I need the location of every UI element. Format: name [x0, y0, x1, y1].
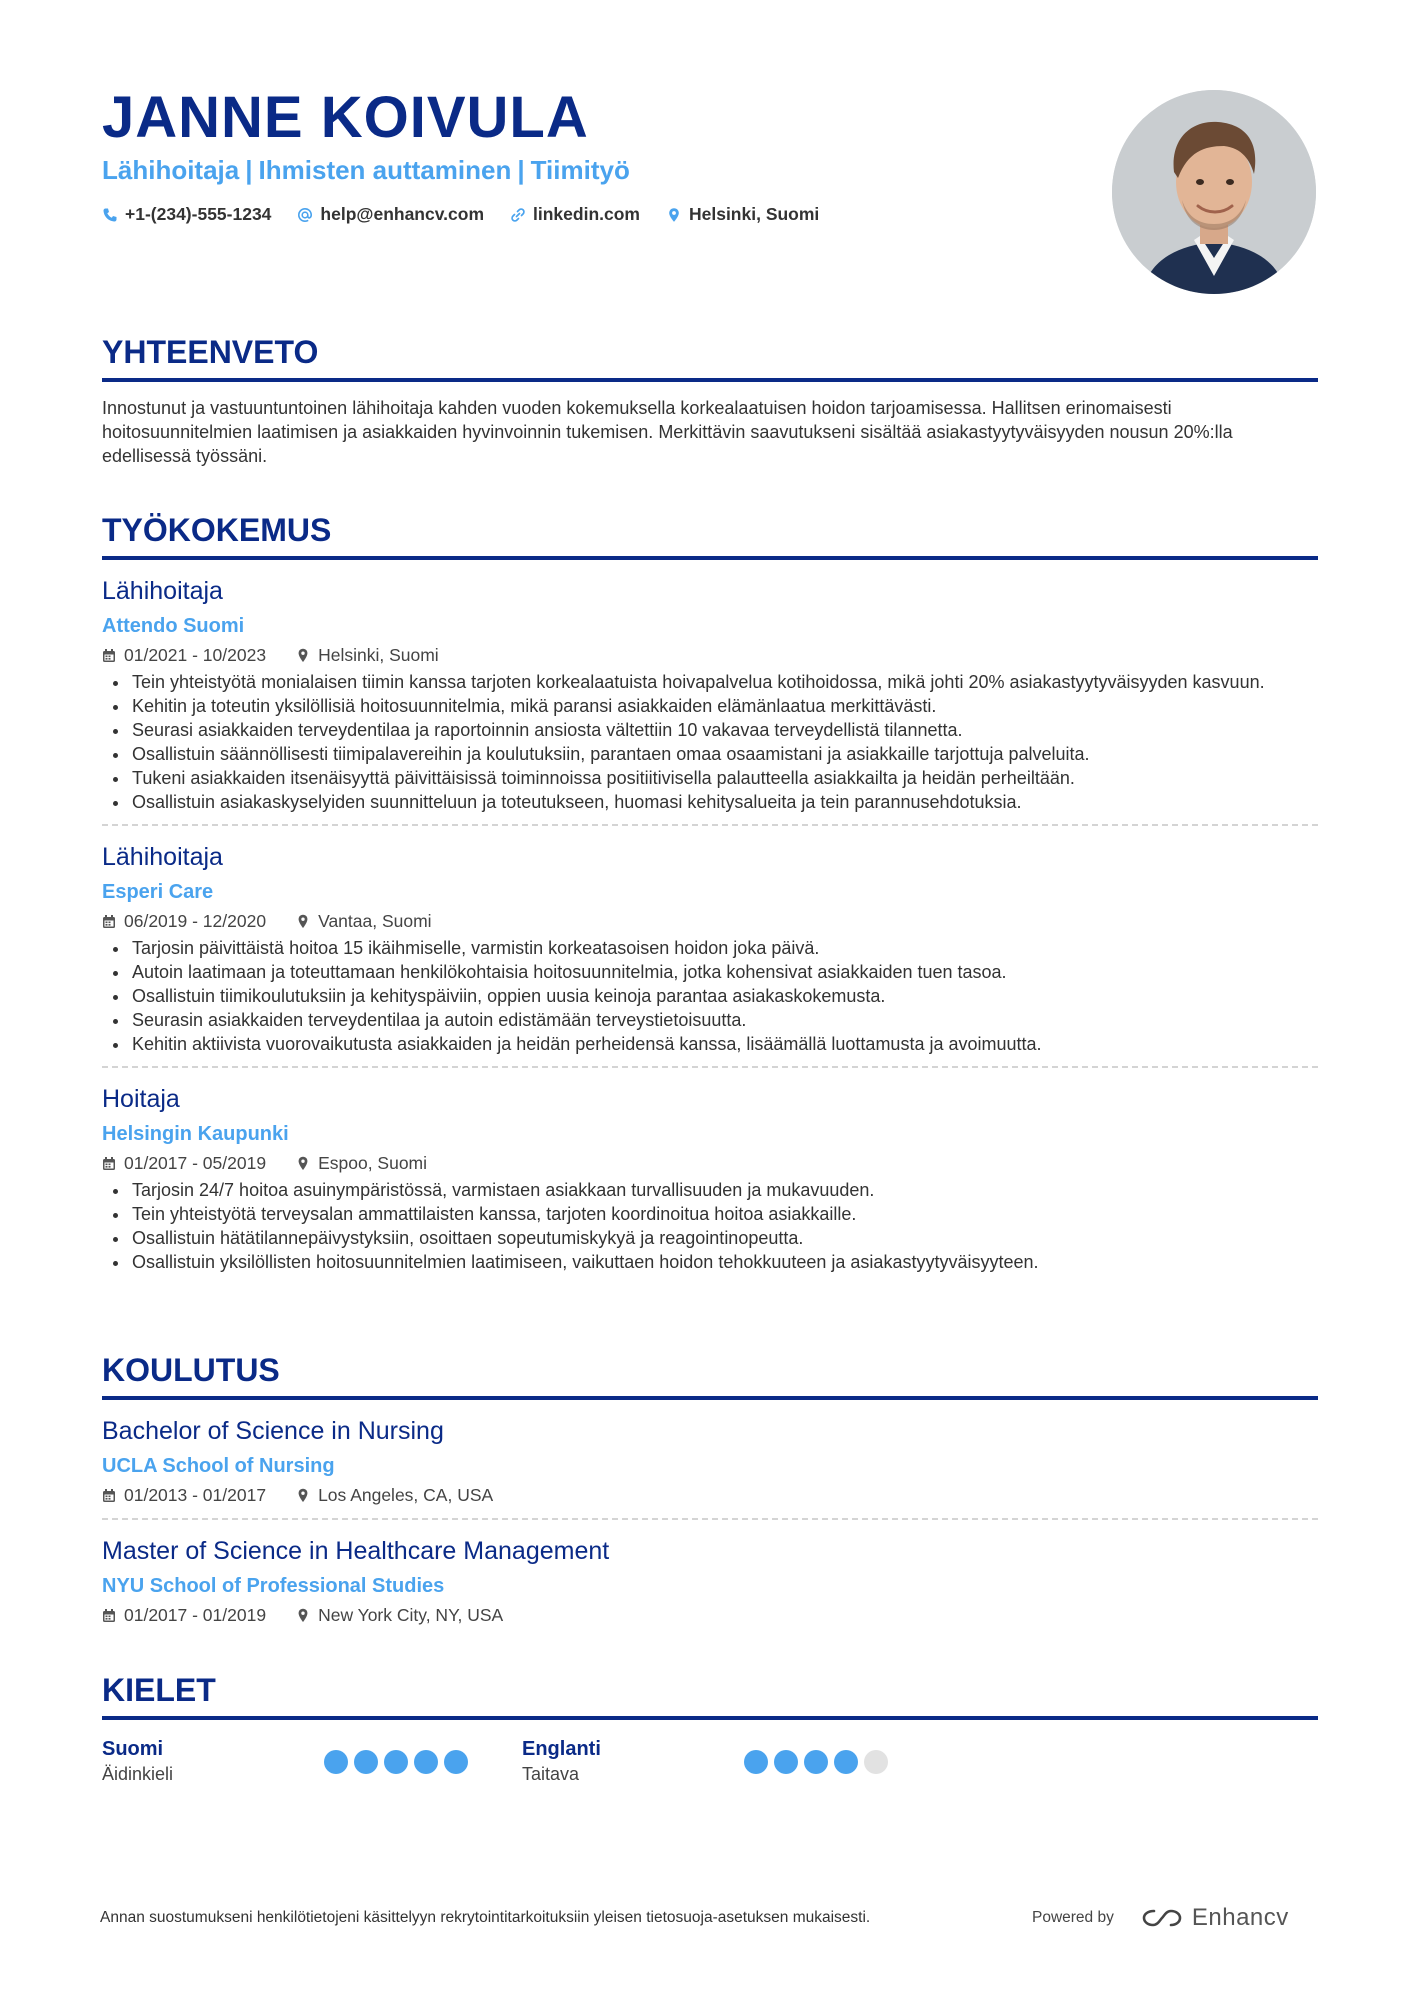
entry-dates	[102, 1150, 266, 1176]
achievement-list	[102, 670, 1318, 814]
list-item: • Osallistuin säännöllisesti tiimipalavereihin ja koulutuksiin, parantaen omaa osaamistani ja asiakkaille tarjottuja palveluita.	[130, 742, 1318, 766]
language-text	[102, 1736, 324, 1786]
entry-location	[296, 1482, 493, 1508]
enhancv-logo[interactable]	[1140, 1904, 1289, 1932]
list-item: • Tein yhteistyötä terveysalan ammattilaisten kanssa, tarjoten koordinoitua hoitoa asiakkaille.	[130, 1202, 1318, 1226]
entry-location	[296, 1602, 503, 1628]
proficiency-dot-empty	[864, 1750, 888, 1774]
language-level: Taitava	[522, 1764, 580, 1784]
list-item: • Tukeni asiakkaiden itsenäisyyttä päivittäisissä toiminnoissa positiitivisella palautteella asiakkailta ja heidän perheiltään.	[130, 766, 1318, 790]
achievement-list	[102, 1178, 1318, 1274]
language-name: Suomi	[102, 1738, 164, 1760]
education-entry	[102, 1534, 1318, 1628]
school: UCLA School of Nursing	[102, 1455, 335, 1477]
location-text: New York City, NY, USA	[318, 1605, 504, 1625]
map-pin-icon	[296, 1488, 310, 1503]
powered-by-label: Powered by	[1032, 1909, 1114, 1926]
map-pin-icon	[666, 207, 682, 223]
school: NYU School of Professional Studies	[102, 1575, 445, 1597]
list-item: • Seurasin asiakkaiden terveydentilaa ja autoin edistämään terveystietoisuutta.	[130, 1008, 1318, 1032]
contact-location	[666, 204, 819, 225]
at-icon	[297, 207, 313, 223]
education-heading: KOULUTUS	[102, 1350, 1318, 1400]
entry-location	[296, 908, 432, 934]
linkedin-text: linkedin.com	[533, 204, 640, 224]
list-item: • Autoin laatimaan ja toteuttamaan henkilökohtaisia hoitosuunnitelmia, jotka kohensivat asiakkaiden tuen tasoa.	[130, 960, 1318, 984]
degree: Master of Science in Healthcare Management	[102, 1537, 610, 1565]
proficiency-dot-filled	[354, 1750, 378, 1774]
experience-entry	[102, 1082, 1318, 1274]
proficiency-dots	[744, 1750, 888, 1786]
list-item: • Tarjosin 24/7 hoitoa asuinympäristössä, varmistaen asiakkaan turvallisuuden ja mukavuuden.	[130, 1178, 1318, 1202]
contact-email[interactable]	[297, 204, 484, 225]
headline-separator: |	[517, 155, 525, 185]
headline-item: Tiimityö	[530, 155, 630, 185]
contact-bar	[102, 204, 819, 225]
headline-item: Ihmisten auttaminen	[258, 155, 512, 185]
list-item: • Kehitin ja toteutin yksilöllisiä hoitosuunnitelmia, mikä paransi asiakkaiden elämänlaatua merkittävästi.	[130, 694, 1318, 718]
entry-divider	[102, 1066, 1318, 1068]
entry-meta	[102, 1602, 1318, 1628]
list-item: • Seurasi asiakkaiden terveydentilaa ja raportoinnin ansiosta vältettiin 10 vakavaa terveydellistä tilannetta.	[130, 718, 1318, 742]
language-level: Äidinkieli	[102, 1764, 174, 1784]
job-title: Hoitaja	[102, 1085, 180, 1113]
languages-section	[102, 1670, 1318, 1786]
location-text: Vantaa, Suomi	[318, 911, 432, 931]
language-name: Englanti	[522, 1738, 601, 1760]
entry-divider	[102, 1518, 1318, 1520]
employer: Attendo Suomi	[102, 615, 245, 637]
calendar-icon	[102, 1608, 116, 1623]
proficiency-dot-filled	[384, 1750, 408, 1774]
map-pin-icon	[296, 1156, 310, 1171]
summary-heading: YHTEENVETO	[102, 332, 1318, 382]
entry-meta	[102, 1150, 1318, 1176]
location-text: Espoo, Suomi	[318, 1153, 428, 1173]
proficiency-dot-filled	[774, 1750, 798, 1774]
proficiency-dot-filled	[324, 1750, 348, 1774]
location-text: Los Angeles, CA, USA	[318, 1485, 494, 1505]
dates-text: 01/2017 - 01/2019	[124, 1605, 267, 1625]
entry-meta	[102, 908, 1318, 934]
proficiency-dot-filled	[744, 1750, 768, 1774]
list-item: • Osallistuin yksilöllisten hoitosuunnitelmien laatimiseen, vaikuttaen hoidon tehokkuuteen ja asiakastyytyväisyyteen.	[130, 1250, 1318, 1274]
list-item: • Tarjosin päivittäistä hoitoa 15 ikäihmiselle, varmistin korkeatasoisen hoidon joka päivä.	[130, 936, 1318, 960]
entry-dates	[102, 908, 266, 934]
calendar-icon	[102, 648, 116, 663]
dates-text: 01/2017 - 05/2019	[124, 1153, 267, 1173]
entry-meta	[102, 642, 1318, 668]
dates-text: 01/2021 - 10/2023	[124, 645, 267, 665]
language-list	[102, 1736, 1318, 1786]
experience-entry	[102, 840, 1318, 1068]
headline-separator: |	[245, 155, 253, 185]
employer: Esperi Care	[102, 881, 214, 903]
summary-section	[102, 332, 1318, 468]
experience-heading: TYÖKOKEMUS	[102, 510, 1318, 560]
phone-icon	[102, 207, 118, 223]
map-pin-icon	[296, 914, 310, 929]
proficiency-dot-filled	[444, 1750, 468, 1774]
list-item: • Tein yhteistyötä monialaisen tiimin kanssa tarjoten korkealaatuista hoivapalvelua kotihoidossa, mikä johti 20% asiakastyytyväisyyden kasvuun.	[130, 670, 1318, 694]
languages-heading: KIELET	[102, 1670, 1318, 1720]
entry-dates	[102, 1482, 266, 1508]
entry-dates	[102, 1602, 266, 1628]
entry-location	[296, 642, 439, 668]
proficiency-dot-filled	[804, 1750, 828, 1774]
language-item	[522, 1736, 942, 1786]
enhancv-logo-icon	[1140, 1907, 1184, 1929]
entry-divider	[102, 824, 1318, 826]
job-title: Lähihoitaja	[102, 577, 223, 605]
brand-name: Enhancv	[1191, 1904, 1289, 1931]
experience-entry	[102, 574, 1318, 826]
link-icon	[510, 207, 526, 223]
list-item: • Osallistuin hätätilannepäivystyksiin, osoittaen sopeutumiskykyä ja reagointinopeutta.	[130, 1226, 1318, 1250]
footer	[100, 1904, 1316, 1932]
contact-phone[interactable]	[102, 204, 271, 225]
job-title: Lähihoitaja	[102, 843, 223, 871]
entry-meta	[102, 1482, 1318, 1508]
entry-location	[296, 1150, 427, 1176]
location-text: Helsinki, Suomi	[688, 204, 820, 224]
achievement-list	[102, 936, 1318, 1056]
degree: Bachelor of Science in Nursing	[102, 1417, 444, 1445]
entry-dates	[102, 642, 266, 668]
map-pin-icon	[296, 648, 310, 663]
education-entry	[102, 1414, 1318, 1520]
contact-linkedin[interactable]	[510, 204, 640, 225]
proficiency-dots	[324, 1750, 468, 1786]
dates-text: 01/2013 - 01/2017	[124, 1485, 267, 1505]
profile-photo	[1112, 90, 1316, 294]
map-pin-icon	[296, 1608, 310, 1623]
summary-text: Innostunut ja vastuuntuntoinen lähihoitaja kahden vuoden kokemuksella korkealaatuisen hoidon tarjoamisessa. Hallitsen erinomaisesti hoitosuunnitelmien laatimisen ja asiakkaiden hyvinvoinnin tukemisen. Merkittävin saavutukseni sisältää asiakastyytyväisyyden nousun 20%:lla edellisessä työssäni.	[102, 398, 1233, 466]
calendar-icon	[102, 1488, 116, 1503]
list-item: • Osallistuin asiakaskyselyiden suunnitteluun ja toteutukseen, huomasi kehitysalueita ja tein parannusehdotuksia.	[130, 790, 1318, 814]
phone-text: +1-(234)-555-1234	[125, 204, 272, 224]
experience-section	[102, 510, 1318, 1274]
proficiency-dot-filled	[834, 1750, 858, 1774]
headline-item: Lähihoitaja	[102, 155, 240, 185]
language-item	[102, 1736, 522, 1786]
proficiency-dot-filled	[414, 1750, 438, 1774]
location-text: Helsinki, Suomi	[318, 645, 439, 665]
list-item: • Osallistuin tiimikoulutuksiin ja kehityspäiviin, oppien uusia keinoja parantaa asiakaskokemusta.	[130, 984, 1318, 1008]
portrait-illustration	[1112, 90, 1316, 294]
education-section	[102, 1350, 1318, 1628]
calendar-icon	[102, 914, 116, 929]
calendar-icon	[102, 1156, 116, 1171]
gdpr-consent: Annan suostumukseni henkilötietojeni käsittelyyn rekrytointitarkoituksiin yleisen tietosuoja-asetuksen mukaisesti.	[100, 1909, 871, 1926]
email-text: help@enhancv.com	[320, 204, 485, 224]
headline	[102, 152, 630, 188]
candidate-name: JANNE KOIVULA	[102, 85, 589, 150]
list-item: • Kehitin aktiivista vuorovaikutusta asiakkaiden ja heidän perheidensä kanssa, lisäämällä luottamusta ja avoimuutta.	[130, 1032, 1318, 1056]
employer: Helsingin Kaupunki	[102, 1123, 289, 1145]
language-text	[522, 1736, 744, 1786]
dates-text: 06/2019 - 12/2020	[124, 911, 267, 931]
